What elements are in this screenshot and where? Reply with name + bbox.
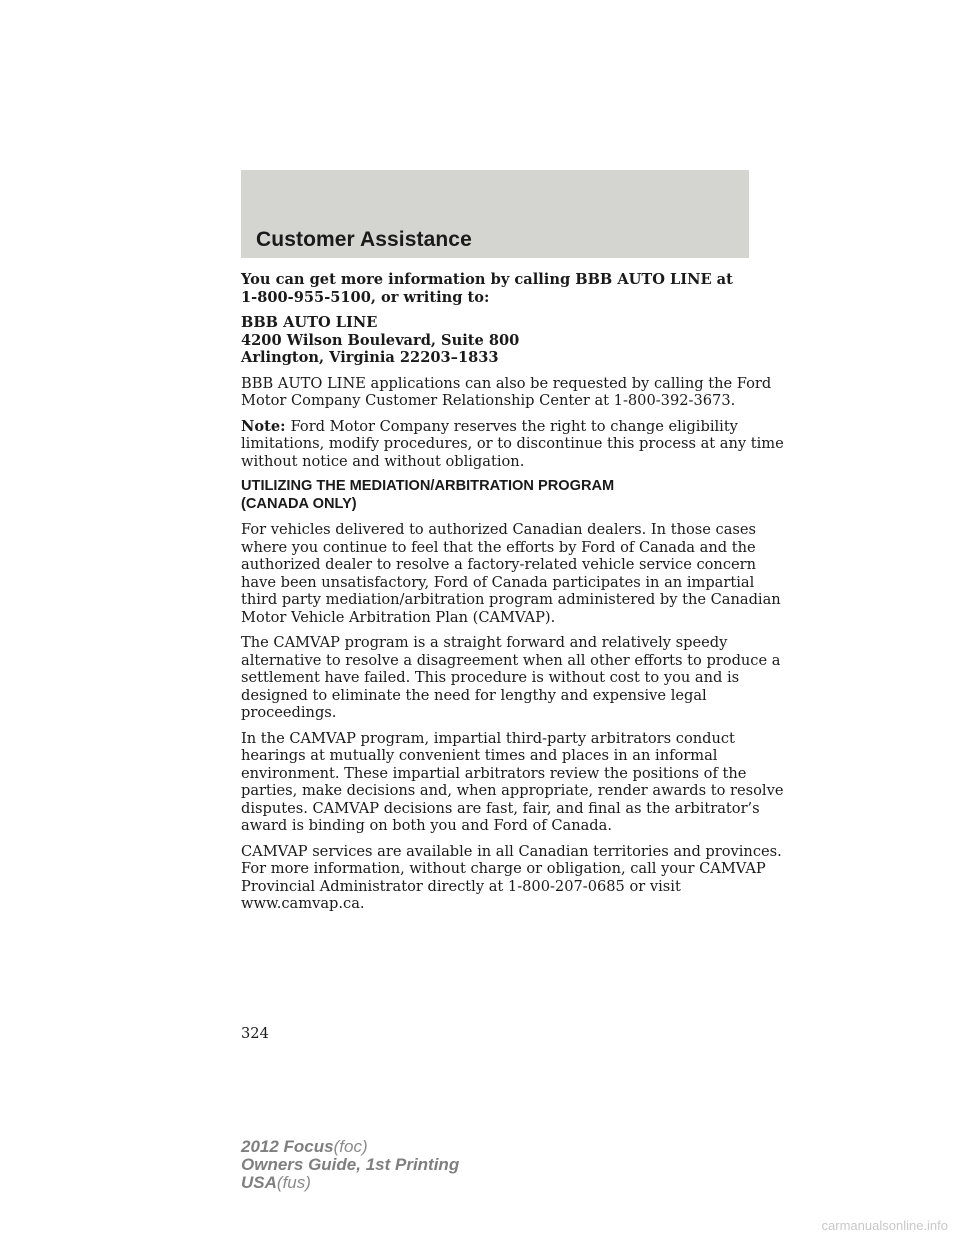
- text-line: parties, make decisions and, when appropriate, render awards to resolve: [241, 782, 784, 799]
- note-text: Ford Motor Company reserves the right to change eligibility: [290, 417, 738, 435]
- camvap-services-paragraph: [241, 842, 782, 913]
- footer-market-code: (fus): [276, 1173, 311, 1192]
- text-line: 1-800-955-5100, or writing to:: [241, 288, 490, 306]
- text-line: BBB AUTO LINE applications can also be requested by calling the Ford: [241, 374, 772, 392]
- applications-paragraph: [241, 374, 772, 410]
- text-line: For more information, without charge or obligation, call your CAMVAP: [241, 860, 766, 877]
- text-line: Motor Vehicle Arbitration Plan (CAMVAP).: [241, 608, 556, 626]
- text-line: Motor Company Customer Relationship Center at 1-800-392-3673.: [241, 392, 736, 409]
- text-line: alternative to resolve a disagreement when all other efforts to produce a: [241, 651, 781, 669]
- text-line: CAMVAP services are available in all Canadian territories and provinces.: [241, 842, 782, 860]
- camvap-program-paragraph: [241, 634, 781, 722]
- heading-line: (CANADA ONLY): [241, 495, 357, 512]
- footer-line: [241, 1138, 459, 1156]
- address-line: BBB AUTO LINE: [241, 314, 378, 331]
- text-line: third party mediation/arbitration program administered by the Canadian: [241, 591, 781, 608]
- footer-model-code: (foc): [333, 1137, 368, 1156]
- text-line: www.camvap.ca.: [241, 895, 365, 912]
- text-line: have been unsatisfactory, Ford of Canada participates in an impartial: [241, 573, 755, 591]
- text-line: without notice and without obligation.: [241, 452, 525, 470]
- text-line: award is binding on both you and Ford of Canada.: [241, 817, 612, 834]
- intro-paragraph: [241, 271, 751, 306]
- text-line: proceedings.: [241, 704, 337, 721]
- text-line: You can get more information by calling BBB AUTO LINE at: [241, 271, 733, 288]
- address-line: Arlington, Virginia 22203–1833: [241, 349, 499, 366]
- camvap-hearings-paragraph: [241, 729, 784, 835]
- mailing-address: [241, 314, 751, 367]
- page-content: [241, 271, 784, 921]
- page-number: 324: [241, 1025, 269, 1042]
- footer-model: 2012 Focus: [241, 1137, 334, 1156]
- heading-line: UTILIZING THE MEDIATION/ARBITRATION PROGRAM: [241, 478, 615, 494]
- text-line: In the CAMVAP program, impartial third-party arbitrators conduct: [241, 729, 735, 747]
- text-line: authorized dealer to resolve a factory-related vehicle service concern: [241, 556, 757, 573]
- watermark: carmanualsonline.info: [821, 1218, 948, 1233]
- text-line: Provincial Administrator directly at 1-800-207-0685 or visit: [241, 877, 681, 895]
- mediation-heading: [241, 478, 751, 513]
- canada-paragraph: [241, 521, 781, 626]
- text-line: settlement have failed. This procedure is without cost to you and is: [241, 669, 740, 686]
- text-line: where you continue to feel that the efforts by Ford of Canada and the: [241, 538, 756, 556]
- text-line: [241, 418, 751, 436]
- note-label: Note:: [241, 417, 291, 435]
- footer-line: [241, 1174, 459, 1192]
- text-line: For vehicles delivered to authorized Canadian dealers. In those cases: [241, 521, 757, 538]
- footer-edition: Owners Guide, 1st Printing: [241, 1155, 460, 1174]
- text-line: hearings at mutually convenient times and places in an informal: [241, 747, 718, 764]
- note-paragraph: [241, 417, 784, 471]
- text-line: disputes. CAMVAP decisions are fast, fair, and final as the arbitrator’s: [241, 799, 760, 817]
- text-line: The CAMVAP program is a straight forward and relatively speedy: [241, 634, 728, 651]
- footer-market: USA: [241, 1173, 277, 1192]
- text-line: limitations, modify procedures, or to discontinue this process at any time: [241, 435, 784, 452]
- text-line: environment. These impartial arbitrators review the positions of the: [241, 764, 747, 782]
- address-line: 4200 Wilson Boulevard, Suite 800: [241, 331, 520, 349]
- print-footer: [241, 1138, 459, 1192]
- section-title: Customer Assistance: [256, 228, 472, 251]
- text-line: designed to eliminate the need for lengthy and expensive legal: [241, 686, 707, 704]
